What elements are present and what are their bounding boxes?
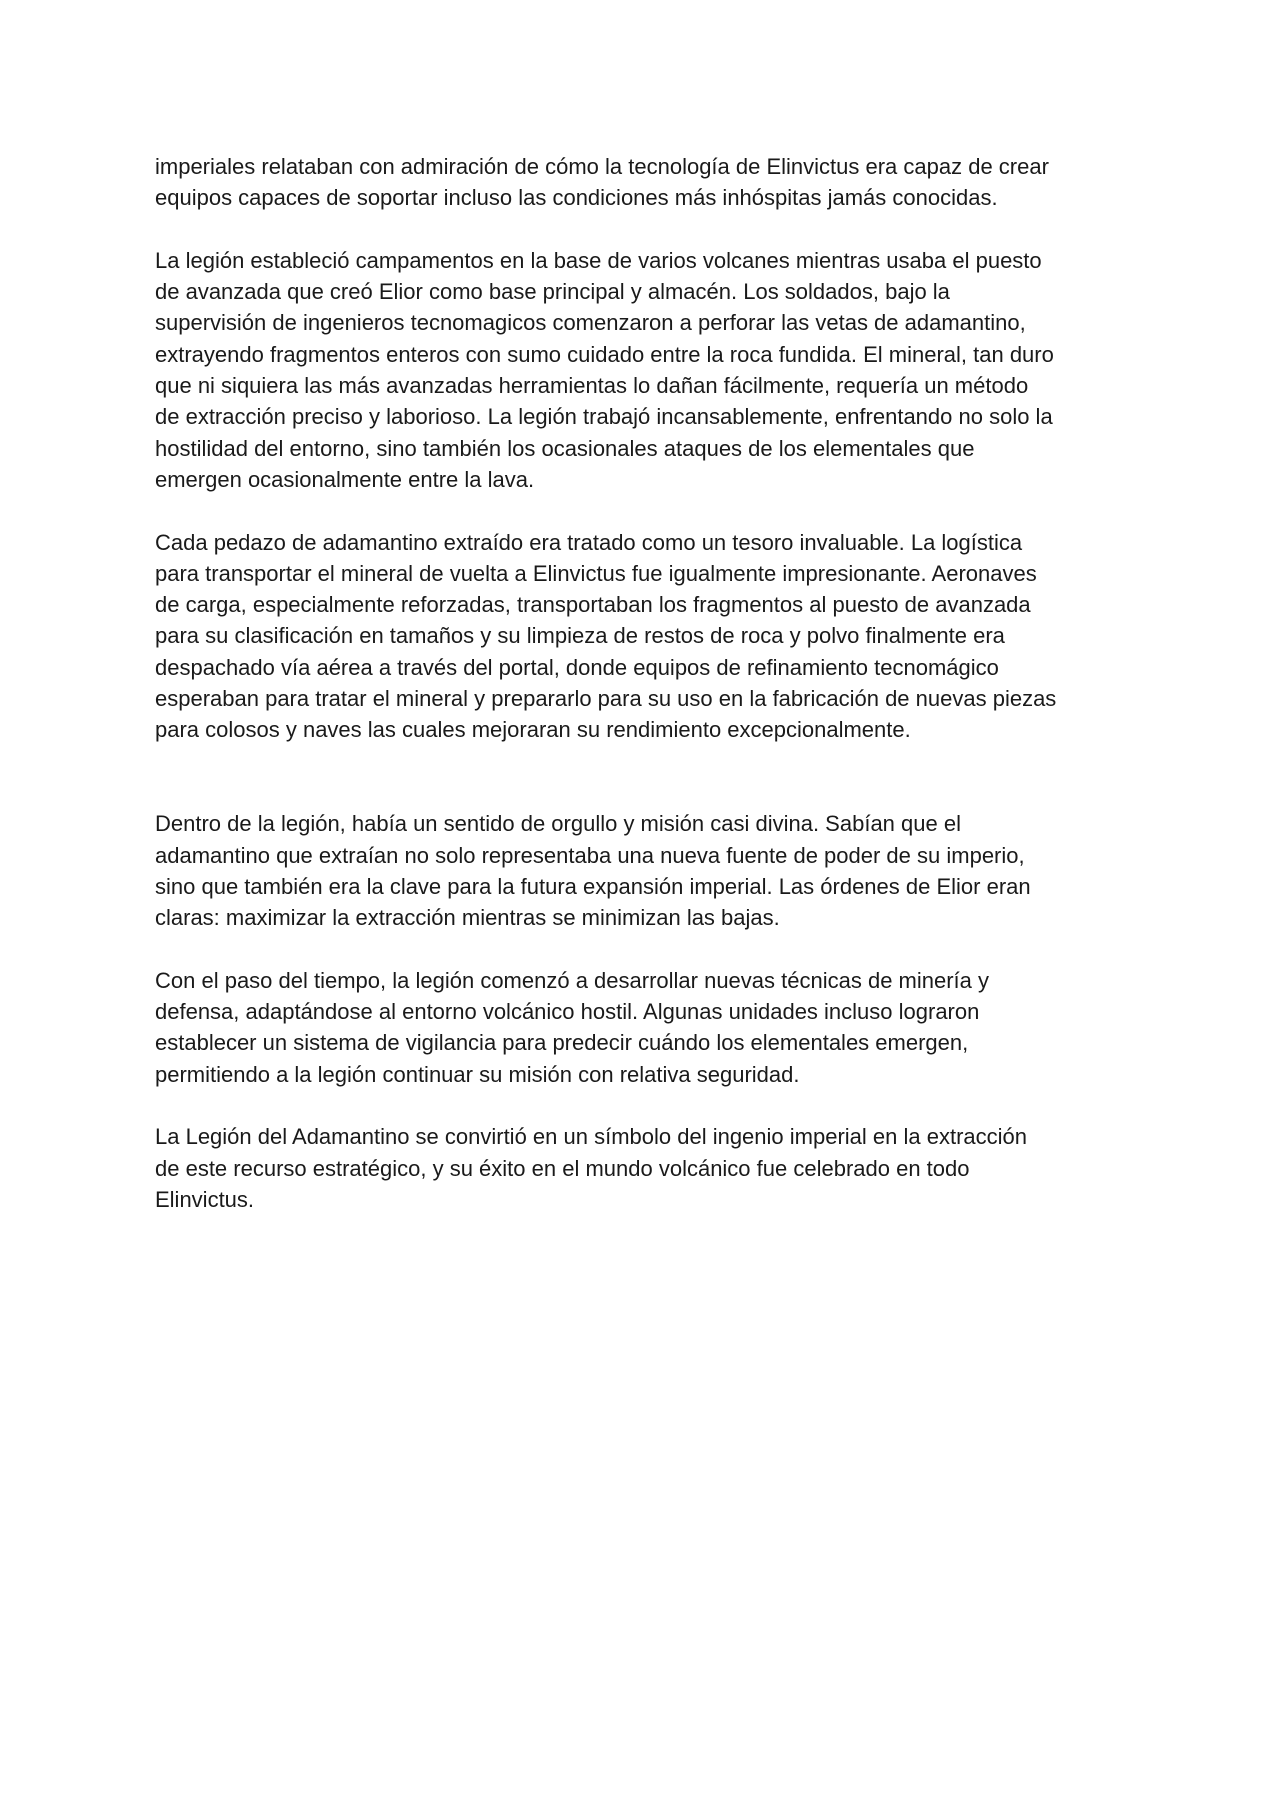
paragraph-3: Cada pedazo de adamantino extraído era tratado como un tesoro invaluable. La logística para transportar el mineral de vuelta a Elinvictus fue igualmente impresionante. Aeronaves de carga, especialmente reforzadas, transportaban los fragmentos al puesto de avanzada para su clasificación en tamaños y su limpieza de restos de roca y polvo finalmente era despachado vía aérea a través del portal, donde equipos de refinamiento tecnomágico esperaban para tratar el mineral y prepararlo para su uso en la fabricación de nuevas piezas para colosos y naves las cuales mejoraran su rendimiento excepcionalmente. xyxy=(155,529,1057,743)
paragraph-4: Dentro de la legión, había un sentido de orgullo y misión casi divina. Sabían que el adamantino que extraían no solo representaba una nueva fuente de poder de su imperio, sino que también era la clave para la futura expansión imperial. Las órdenes de Elior eran claras: maximizar la extracción mientras se minimizan las bajas. xyxy=(155,811,1031,931)
document-body xyxy=(155,151,1140,1246)
paragraph-5: Con el paso del tiempo, la legión comenzó a desarrollar nuevas técnicas de minería y defensa, adaptándose al entorno volcánico hostil. Algunas unidades incluso lograron establecer un sistema de vigilancia para predecir cuándo los elementales emergen, permitiendo a la legión continuar su misión con relativa seguridad. xyxy=(155,967,990,1087)
paragraph-6: La Legión del Adamantino se convirtió en un símbolo del ingenio imperial en la extracción de este recurso estratégico, y su éxito en el mundo volcánico fue celebrado en todo Elinvictus. xyxy=(155,1124,1027,1212)
paragraph-1: imperiales relataban con admiración de cómo la tecnología de Elinvictus era capaz de crear equipos capaces de soportar incluso las condiciones más inhóspitas jamás conocidas. xyxy=(155,154,1049,211)
paragraph-2: La legión estableció campamentos en la base de varios volcanes mientras usaba el puesto de avanzada que creó Elior como base principal y almacén. Los soldados, bajo la supervisión de ingenieros tecnomagicos comenzaron a perforar las vetas de adamantino, extrayendo fragmentos enteros con sumo cuidado entre la roca fundida. El mineral, tan duro que ni siquiera las más avanzadas herramientas lo dañan fácilmente, requería un método de extracción preciso y laborioso. La legión trabajó incansablemente, enfrentando no solo la hostilidad del entorno, sino también los ocasionales ataques de los elementales que emergen ocasionalmente entre la lava. xyxy=(155,247,1054,492)
